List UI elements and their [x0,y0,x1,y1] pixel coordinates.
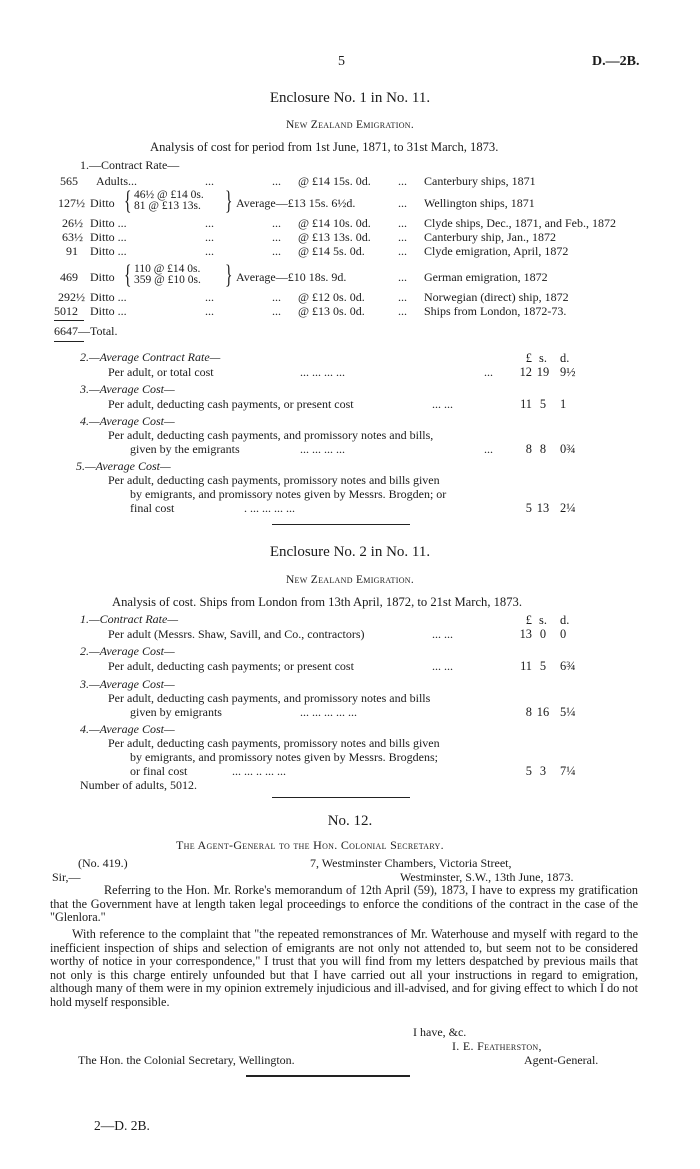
section-divider [272,524,410,525]
right-brace: } [225,260,233,289]
end-rule [246,1075,410,1077]
letter-address-2: Westminster, S.W., 13th June, 1873. [400,870,574,884]
letter-signature: I. E. Featherston, [452,1039,542,1053]
letter-closing: I have, &c. [413,1025,467,1039]
letter-address-1: 7, Westminster Chambers, Victoria Street, [310,856,512,870]
enc2-footer: Number of adults, 5012. [80,778,197,792]
currency-header: £ s. d. [525,613,570,627]
enc1-section-label: 1.—Contract Rate— [80,158,180,172]
section-divider [272,797,410,798]
letter-paragraph-1: Referring to the Hon. Mr. Rorke's memorandum of 12th April (59), 1873, I have to express my gratification that the Government have at length taken legal proceedings to enforce the conditions of the contract in the case of the "Glenlora." [50,883,638,925]
signature-mark: 2—D. 2B. [94,1118,150,1133]
letter-sig-title: Agent-General. [524,1053,599,1067]
left-brace: { [124,186,132,215]
document-page: 5 D.—2B. Enclosure No. 1 in No. 11. New Zealand Emigration. Analysis of cost for period from 1st June, 1871, to 31st March, 1873. 1.—Contract Rate— 565 Adults... ... ... @ £14 15s. 0d. ... Canterbury ships, 1871 127½ Ditto { 46½ @ £14 0s. 81 @ £13 13s. } Average—£13 15s. 6½d. ... Wellington ships, 1871 26½ Ditto ... ... ... @ £14 10s. 0d. ... Clyde ships, Dec., 1871, and Feb., 1872 63½ Ditto ... ... ... @ £13 13s. 0d. ... Canterbury ship, Jan., 1872 91 Ditto ... ... ... @ £14 5s. 0d. ... Clyde emigration, April, 1872 469 Ditto { 110 @ £14 0s. 359 @ £10 0s. } Average—£10 18s. 9d. ... German emigration, 1872 292½ Ditto ... ... ... @ £12 0s. 0d. ... Norwegian (direct) ship, 1872 5012 Ditto ... ... ... @ £13 0s. 0d. ... Ships from London, 1872-73. 6647—Total. £ s. d. 2.—Average Contract Rate— Per adult, or total cost ... ... ... ... ... 12 19 9½ 3.—Average Cost— Per adult, deducting cash payments, or present cost ... ... 11 5 1 4.—Average Cost— Per adult, deducting cash payments, and promissory notes and bills, given by the emigrants ... ... ... ... ... 8 8 0¾ 5.—Average Cost— Per adult, deducting cash payments, promissory notes and bills given by emigrants, and promissory notes given by Messrs. Brogden; or final cost . ... ... ... ... 5 13 2¼ Enclosure No. 2 in No. 11. New Zealand Emigration. Analysis of cost. Ships from London from 13th April, 1872, to 21st March, 1873. £ s. d. 1.—Contract Rate— Per adult (Messrs. Shaw, Savill, and Co., contractors) ... ... 13 0 0 2.—Average Cost— Per adult, deducting cash payments; or present cost ... ... 11 5 6¾ 3.—Average Cost— Per adult, deducting cash payments, and promissory notes and bills given by emigrants ... ... ... ... ... 8 16 5¼ 4.—Average Cost— Per adult, deducting cash payments, promissory notes and bills given by emigrants, and promissory notes given by Messrs. Brogdens; or final cost ... ... .. ... ... 5 3 7¼ Number of adults, 5012. No. 12. The Agent-General to the Hon. Colonial Secretary. (No. 419.) 7, Westminster Chambers, Victoria Street, Sir,— Westminster, S.W., 13th June, 1873. Referring to the Hon. Mr. Rorke's memorandum of 12th April (59), 1873, I have to express my gratification that the Government have at length taken legal proceedings to enforce the conditions of the contract in the case of the "Glenlora." With reference to the complaint that "the repeated remonstrances of Mr. Waterhouse and myself with regard to the inefficient inspection of ships and selection of emigrants are not only not attended to, but seem not to be considered worthy of notice in your correspondence," I trust that you will find from my letters despatched by previous mails that not only is this charge entirely unfounded but that I have carried out all your instructions in regard to emigration, although many of them were in my opinion extremely injudicious and ill-advised, and for giving effect to which I do not hold myself responsible. I have, &c. I. E. Featherston, The Hon. the Colonial Secretary, Wellington. Agent-General. 2—D. 2B. [0,0,700,1169]
page-number: 5 [338,54,345,69]
total-rule [54,320,84,321]
enc1-title: Enclosure No. 1 in No. 11. [269,90,431,106]
letter-ref-no: (No. 419.) [78,856,128,870]
right-brace: } [225,186,233,215]
letter-salutation: Sir,— [52,870,81,884]
letter-heading: The Agent-General to the Hon. Colonial Secretary. [176,838,444,852]
letter-title: No. 12. [327,813,373,829]
enc1-subtitle: New Zealand Emigration. [285,119,415,131]
total-rule [54,341,84,342]
letter-paragraph-2: With reference to the complaint that "the repeated remonstrances of Mr. Waterhouse and myself with regard to the inefficient inspection of ships and selection of emigrants are not only not attended to, but seem not to be considered worthy of notice in your correspondence," I trust that you will find from my letters despatched by previous mails that not only is this charge entirely unfounded but that I have carried out all your instructions in regard to emigration, although many of them were in my opinion extremely injudicious and ill-advised, and for giving effect to which I do not hold myself responsible. [50,927,638,1009]
enc2-subtitle: New Zealand Emigration. [285,574,415,586]
letter-addressee: The Hon. the Colonial Secretary, Wellington. [78,1053,295,1067]
document-ref: D.—2B. [592,54,640,69]
currency-header: £ s. d. [525,351,570,365]
left-brace: { [124,260,132,289]
enc2-intro: Analysis of cost. Ships from London from 13th April, 1872, to 21st March, 1873. [112,595,522,609]
enc2-title: Enclosure No. 2 in No. 11. [269,544,431,560]
enc1-intro: Analysis of cost for period from 1st June, 1871, to 31st March, 1873. [150,140,499,154]
enc1-total: 6647—Total. [54,324,118,338]
